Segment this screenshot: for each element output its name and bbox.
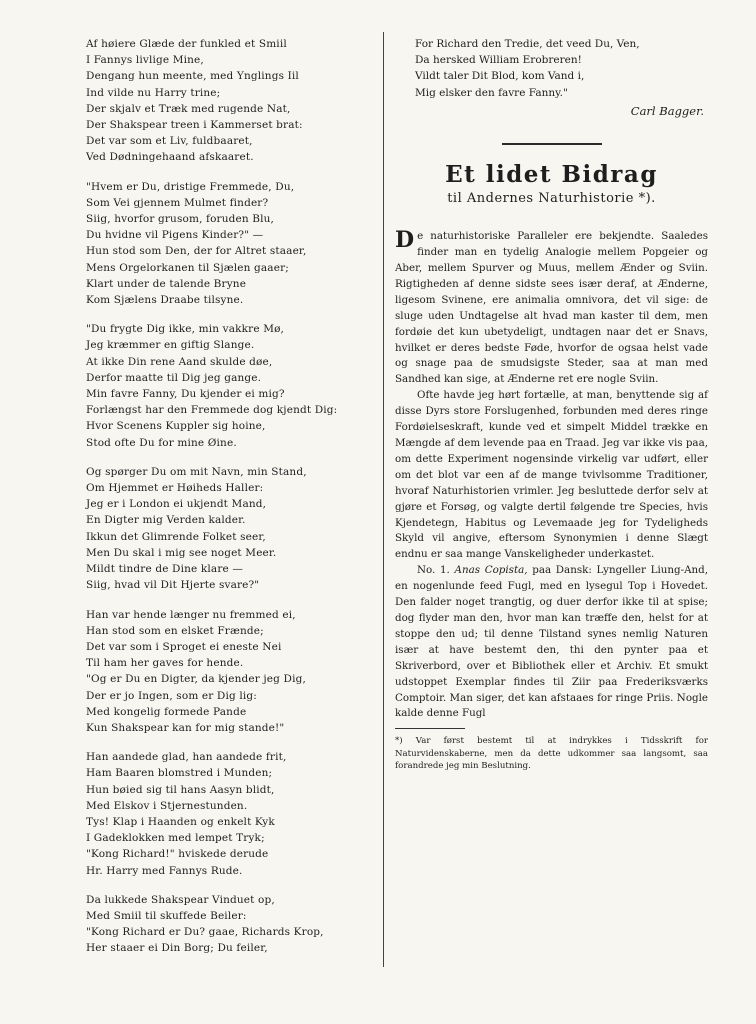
poem-line: Kun Shakspear kan for mig stande!" bbox=[86, 721, 285, 734]
poem-line: Siig, hvorfor grusom, foruden Blu, bbox=[86, 213, 275, 226]
poem-line: Ved Dødningehaand afskaaret. bbox=[86, 151, 254, 164]
poem-ending bbox=[395, 36, 708, 101]
poem-signature: Carl Bagger. bbox=[630, 103, 704, 118]
poem-column bbox=[86, 36, 382, 970]
section-rule bbox=[502, 143, 602, 145]
poem-line: Tys! Klap i Haanden og enkelt Kyk bbox=[86, 815, 275, 828]
poem-stanza bbox=[86, 892, 382, 957]
poem-line: Hr. Harry med Fannys Rude. bbox=[86, 864, 243, 877]
poem-line: Af høiere Glæde der funkled et Smiil bbox=[86, 38, 287, 50]
poem-line: I Fannys livlige Mine, bbox=[86, 54, 204, 67]
poem-line: Mig elsker den favre Fanny." bbox=[415, 86, 568, 99]
poem-line: I Gadeklokken med lempet Tryk; bbox=[86, 832, 265, 845]
poem-line: Med kongelig formede Pande bbox=[86, 705, 247, 718]
poem-stanza bbox=[86, 607, 382, 737]
poem-line: Der skjalv et Træk med rugende Nat, bbox=[86, 102, 291, 115]
poem-line: Derfor maatte til Dig jeg gange. bbox=[86, 371, 262, 384]
poem-line: "Kong Richard er Du? gaae, Richards Krop, bbox=[86, 926, 324, 939]
poem-line: "Hvem er Du, dristige Fremmede, Du, bbox=[86, 180, 295, 193]
poem-line: Hun stod som Den, der for Altret staaer, bbox=[86, 245, 307, 258]
poem-line: Han aandede glad, han aandede frit, bbox=[86, 751, 287, 764]
poem-line: Ind vilde nu Harry trine; bbox=[86, 86, 221, 99]
poem-line: Ham Baaren blomstred i Munden; bbox=[86, 767, 273, 780]
drop-cap: D bbox=[395, 227, 415, 254]
poem-line: Klart under de talende Bryne bbox=[86, 277, 247, 290]
poem-line: Der Shakspear treen i Kammerset brat: bbox=[86, 119, 303, 132]
poem-line: Mildt tindre de Dine klare — bbox=[86, 563, 243, 576]
poem-line: Da hersked William Erobreren! bbox=[415, 54, 582, 67]
article-title: Et lidet Bidrag bbox=[445, 161, 658, 189]
poem-line: Til ham her gaves for hende. bbox=[86, 657, 244, 670]
poem-line: Der er jo Ingen, som er Dig lig: bbox=[86, 689, 257, 702]
poem-line: "Kong Richard!" hviskede derude bbox=[86, 848, 269, 861]
poem-line: Stod ofte Du for mine Øine. bbox=[86, 436, 237, 449]
poem-line: Hvor Scenens Kuppler sig hoine, bbox=[86, 420, 266, 433]
poem-stanza bbox=[86, 36, 382, 166]
poem-line: Med Elskov i Stjernestunden. bbox=[86, 799, 248, 812]
species-name: Anas Copista, bbox=[454, 564, 528, 577]
poem-stanza bbox=[86, 179, 382, 309]
poem-line: Det var som i Sproget ei eneste Nei bbox=[86, 640, 282, 653]
poem-line: Jeg kræmmer en giftig Slange. bbox=[86, 339, 255, 352]
paragraph-3 bbox=[395, 563, 708, 722]
poem-line: Men Du skal i mig see noget Meer. bbox=[86, 546, 277, 559]
poem-line: Han var hende længer nu fremmed ei, bbox=[86, 608, 296, 621]
article-column bbox=[395, 36, 708, 773]
footnote-rule bbox=[395, 728, 465, 729]
poem-line: Ikkun det Glimrende Folket seer, bbox=[86, 530, 266, 543]
poem-line: Dengang hun meente, med Ynglings Iil bbox=[86, 70, 299, 83]
poem-line: Hun bøied sig til hans Aasyn blidt, bbox=[86, 783, 275, 796]
poem-line: Her staaer ei Din Borg; Du feiler, bbox=[86, 942, 268, 955]
poem-line: Vildt taler Dit Blod, kom Vand i, bbox=[415, 70, 585, 83]
poem-line: Om Hjemmet er Høiheds Haller: bbox=[86, 482, 264, 495]
poem-line: "Og er Du en Digter, da kjender jeg Dig, bbox=[86, 673, 306, 686]
poem-line: Forlængst har den Fremmede dog kjendt Dig: bbox=[86, 404, 338, 417]
poem-line: Kom Sjælens Draabe tilsyne. bbox=[86, 294, 244, 307]
poem-line: For Richard den Tredie, det veed Du, Ven, bbox=[415, 38, 640, 50]
poem-line: Da lukkede Shakspear Vinduet op, bbox=[86, 893, 275, 906]
paragraph-2: Ofte havde jeg hørt fortælle, at man, benyttende sig af disse Dyrs store Forslugenhed, forbunden med deres ringe Fordøielseskraft, kunde ved et simpelt Middel trække en Mængde af dem levende paa en Traad. Jeg var ikke vis paa, om dette Experiment nogensinde virkelig var udført, eller om det blot var een af de mange tvivlsomme Traditioner, hvoraf Naturhistorien vrimler. Jeg besluttede derfor selv at gjøre et Forsøg, og valgte dertil følgende tre Species, hvis Kjendetegn, Habitus og Levemaade jeg for Tydeligheds Skyld vil angive, eftersom Synonymien i denne Slægt endnu er saa mange Vanskeligheder underkastet. bbox=[395, 389, 708, 561]
poem-line: Han stod som en elsket Frænde; bbox=[86, 624, 264, 637]
paragraph-3-text: paa Dansk: Lyngeller Liung-And, en nogenlunde feed Fugl, med en lysegul Top i Hovedet. Den falder noget trangtig, og duer derfor ikke til at spise; dog flyder man den, hvor man kan træffe den, helst for at stoppe den ud; til denne Tilstand synes nemlig Naturen især at have bestemt den, thi den pynter paa et Skriverbord, over et Bibliothek eller et Archiv. Et smukt udstoppet Exemplar findes til Ziir paa Frederiksværks Comptoir. Man siger, det kan afstaaes for ringe Priis. Nogle kalde denne Fugl bbox=[395, 564, 709, 720]
footnote: *) Var først bestemt til at indrykkes i Tidsskrift for Naturvidenskaberne, men da dette udkommer saa langsomt, saa forandrede jeg min Beslutning. bbox=[395, 736, 708, 772]
paragraph-1-text: e naturhistoriske Paralleler ere bekjendte. Saaledes finder man en tydelig Analogie mellem Popgeier og Aber, mellem Spurver og Muus, mellem Ænder og Sviin. Rigtigheden af denne sidste sees især deraf, at Ænderne, ligesom Svinene, ere animalia omnivora, det vil sige: de sluge uden Undtagelse alt hvad man kaster til dem, men fordøie det kun ubetydeligt, undtagen naar det er Snavs, hvilket er deres bedste Føde, hvorfor de ogsaa helst vade og snage paa de smudsigste Steder, saa at man med Sandhed kan sige, at Ænderne ret ere nogle Sviin. bbox=[395, 230, 708, 386]
species-number: No. 1. bbox=[417, 564, 450, 577]
paragraph-1 bbox=[395, 229, 708, 388]
article-subtitle: til Andernes Naturhistorie *). bbox=[447, 191, 656, 207]
column-divider bbox=[383, 32, 384, 967]
poem-line: Med Smiil til skuffede Beiler: bbox=[86, 909, 247, 922]
poem-line: Du hvidne vil Pigens Kinder?" — bbox=[86, 229, 264, 242]
poem-line: Det var som et Liv, fuldbaaret, bbox=[86, 135, 253, 148]
poem-line: En Digter mig Verden kalder. bbox=[86, 514, 246, 527]
article-body bbox=[395, 229, 708, 722]
poem-stanza bbox=[86, 321, 382, 451]
poem-line: "Du frygte Dig ikke, min vakkre Mø, bbox=[86, 323, 285, 336]
poem-stanza bbox=[86, 749, 382, 879]
poem-line: Mens Orgelorkanen til Sjælen gaaer; bbox=[86, 261, 289, 274]
poem-line: Og spørger Du om mit Navn, min Stand, bbox=[86, 465, 307, 478]
poem-line: Siig, hvad vil Dit Hjerte svare?" bbox=[86, 579, 260, 592]
poem-line: Min favre Fanny, Du kjender ei mig? bbox=[86, 388, 285, 401]
poem-line: Som Vei gjennem Mulmet finder? bbox=[86, 196, 269, 209]
poem-line: Jeg er i London ei ukjendt Mand, bbox=[86, 498, 267, 511]
poem-line: At ikke Din rene Aand skulde døe, bbox=[86, 355, 273, 368]
poem-stanza bbox=[86, 464, 382, 594]
